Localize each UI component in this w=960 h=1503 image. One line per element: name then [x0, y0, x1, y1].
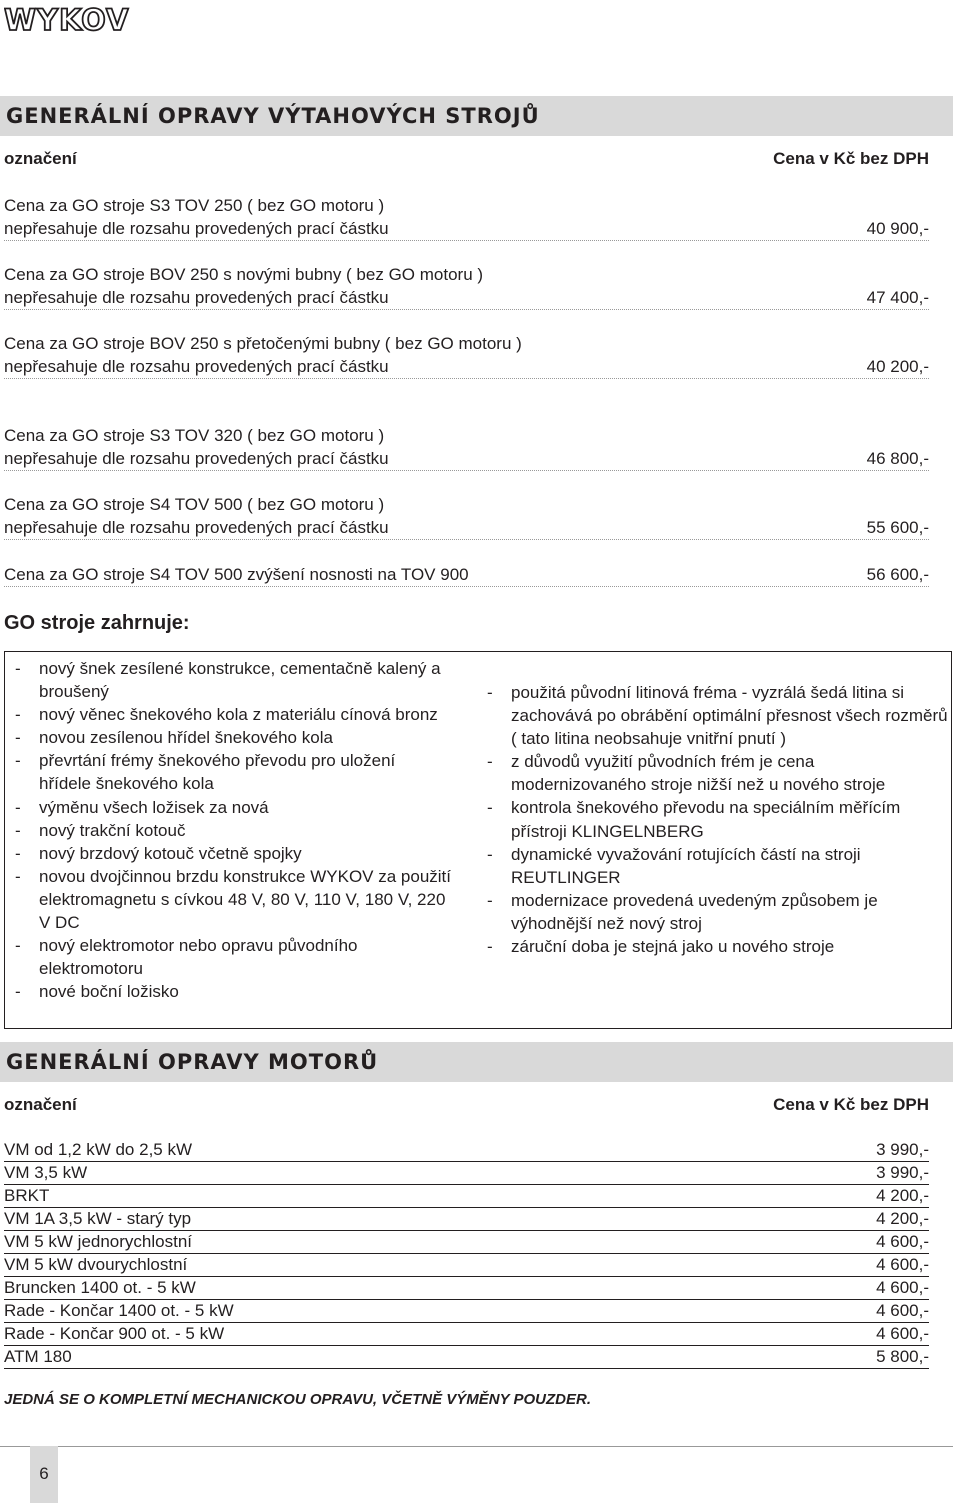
motor-price: 4 600,- — [876, 1324, 929, 1343]
list-item: - použitá původní litinová fréma - vyzrálá šedá litina si zachovává po obrábění optimální přesnost všech rozměrů ( tato litina neobsahuje vnitřní pnutí ) — [483, 681, 953, 750]
wykov-logo — [4, 4, 162, 36]
section-title-motors: GENERÁLNÍ OPRAVY MOTORŮ — [0, 1042, 953, 1082]
motor-price: 4 600,- — [876, 1301, 929, 1320]
motor-label: VM 3,5 kW — [4, 1163, 88, 1182]
motor-label: Rade - Končar 1400 ot. - 5 kW — [4, 1301, 234, 1320]
motor-row — [4, 1254, 929, 1277]
item-price: 47 400,- — [866, 288, 929, 307]
includes-heading: GO stroje zahrnuje: — [4, 612, 190, 634]
motor-row — [4, 1208, 929, 1231]
item-line2: nepřesahuje dle rozsahu provedených prací částku — [4, 518, 389, 537]
motor-label: VM od 1,2 kW do 2,5 kW — [4, 1140, 193, 1159]
list-item: - nové boční ložisko — [11, 980, 451, 1003]
motor-price: 4 600,- — [876, 1278, 929, 1297]
item-line1: Cena za GO stroje BOV 250 s přetočenými bubny ( bez GO motoru ) — [4, 334, 522, 353]
motor-label: ATM 180 — [4, 1347, 72, 1366]
item-price: 55 600,- — [866, 518, 929, 537]
column-label-designation: označení — [4, 149, 77, 168]
list-item: - převrtání frémy šnekového převodu pro uložení hřídele šnekového kola — [11, 749, 451, 795]
item-line2: nepřesahuje dle rozsahu provedených prací částku — [4, 219, 389, 238]
column-label-price: Cena v Kč bez DPH — [773, 149, 929, 168]
motor-label: VM 5 kW jednorychlostní — [4, 1232, 193, 1251]
motor-row — [4, 1300, 929, 1323]
item-line2: nepřesahuje dle rozsahu provedených prací částku — [4, 357, 389, 376]
motor-label: Rade - Končar 900 ot. - 5 kW — [4, 1324, 225, 1343]
motor-price: 4 200,- — [876, 1186, 929, 1205]
list-item: - nový elektromotor nebo opravu původního elektromotoru — [11, 934, 451, 980]
item-line1: Cena za GO stroje S3 TOV 250 ( bez GO motoru ) — [4, 196, 385, 215]
price-row — [4, 564, 929, 587]
list-item: - nový brzdový kotouč včetně spojky — [11, 842, 451, 865]
list-item: - novou dvojčinnou brzdu konstrukce WYKOV za použití elektromagnetu s cívkou 48 V, 80 V, 110 V, 180 V, 220 V DC — [11, 865, 451, 934]
column-header-row — [4, 1095, 929, 1117]
item-line1: Cena za GO stroje S4 TOV 500 ( bez GO motoru ) — [4, 495, 385, 514]
motor-row — [4, 1139, 929, 1162]
motor-label: Bruncken 1400 ot. - 5 kW — [4, 1278, 196, 1297]
list-item: - záruční doba je stejná jako u nového stroje — [483, 935, 953, 958]
section-title-machines: GENERÁLNÍ OPRAVY VÝTAHOVÝCH STROJŮ — [0, 96, 953, 136]
item-label: Cena za GO stroje S4 TOV 500 zvýšení nosnosti na TOV 900 — [4, 565, 469, 584]
list-item: - nový trakční kotouč — [11, 819, 451, 842]
motor-label: VM 5 kW dvourychlostní — [4, 1255, 188, 1274]
list-item: - modernizace provedená uvedeným způsobem je výhodnější než nový stroj — [483, 889, 953, 935]
list-item: - novou zesílenou hřídel šnekového kola — [11, 726, 451, 749]
motor-row — [4, 1277, 929, 1300]
motor-price: 3 990,- — [876, 1140, 929, 1159]
motor-row — [4, 1185, 929, 1208]
page-number-box — [30, 1446, 58, 1503]
item-line2: nepřesahuje dle rozsahu provedených prací částku — [4, 449, 389, 468]
list-item: - z důvodů využití původních frém je cena modernizovaného stroje nižší než u nového stroje — [483, 750, 953, 796]
motor-price: 3 990,- — [876, 1163, 929, 1182]
price-row — [4, 517, 929, 540]
divider — [0, 1446, 953, 1447]
motor-row — [4, 1231, 929, 1254]
motor-label: VM 1A 3,5 kW - starý typ — [4, 1209, 192, 1228]
motor-price: 4 600,- — [876, 1232, 929, 1251]
motor-price: 5 800,- — [876, 1347, 929, 1366]
list-item: - dynamické vyvažování rotujících částí na stroji REUTLINGER — [483, 843, 953, 889]
motor-label: BRKT — [4, 1186, 50, 1205]
item-price: 46 800,- — [866, 449, 929, 468]
item-line1: Cena za GO stroje S3 TOV 320 ( bez GO motoru ) — [4, 426, 385, 445]
price-row — [4, 356, 929, 379]
price-row — [4, 218, 929, 241]
price-row — [4, 448, 929, 471]
motor-price: 4 600,- — [876, 1255, 929, 1274]
column-label-designation: označení — [4, 1095, 77, 1114]
column-label-price: Cena v Kč bez DPH — [773, 1095, 929, 1114]
item-price: 40 200,- — [866, 357, 929, 376]
price-row — [4, 287, 929, 310]
footer-note: JEDNÁ SE O KOMPLETNÍ MECHANICKOU OPRAVU, VČETNĚ VÝMĚNY POUZDER. — [4, 1391, 592, 1408]
list-item: - nový věnec šnekového kola z materiálu cínová bronz — [11, 703, 451, 726]
item-price: 40 900,- — [866, 219, 929, 238]
column-header-row — [4, 149, 929, 171]
list-item: - nový šnek zesílené konstrukce, cementačně kalený a broušený — [11, 657, 451, 703]
item-price: 56 600,- — [866, 565, 929, 584]
page-number: 6 — [39, 1464, 49, 1483]
motor-row — [4, 1162, 929, 1185]
motor-price: 4 200,- — [876, 1209, 929, 1228]
includes-list-left — [11, 657, 451, 1003]
motor-row — [4, 1323, 929, 1346]
list-item: - výměnu všech ložisek za nová — [11, 796, 451, 819]
includes-list-right — [483, 681, 953, 958]
motor-row — [4, 1346, 929, 1369]
svg-text:WYKOV: WYKOV — [4, 4, 130, 36]
list-item: - kontrola šnekového převodu na speciálním měřícím přístroji KLINGELNBERG — [483, 796, 953, 842]
item-line2: nepřesahuje dle rozsahu provedených prací částku — [4, 288, 389, 307]
item-line1: Cena za GO stroje BOV 250 s novými bubny ( bez GO motoru ) — [4, 265, 484, 284]
